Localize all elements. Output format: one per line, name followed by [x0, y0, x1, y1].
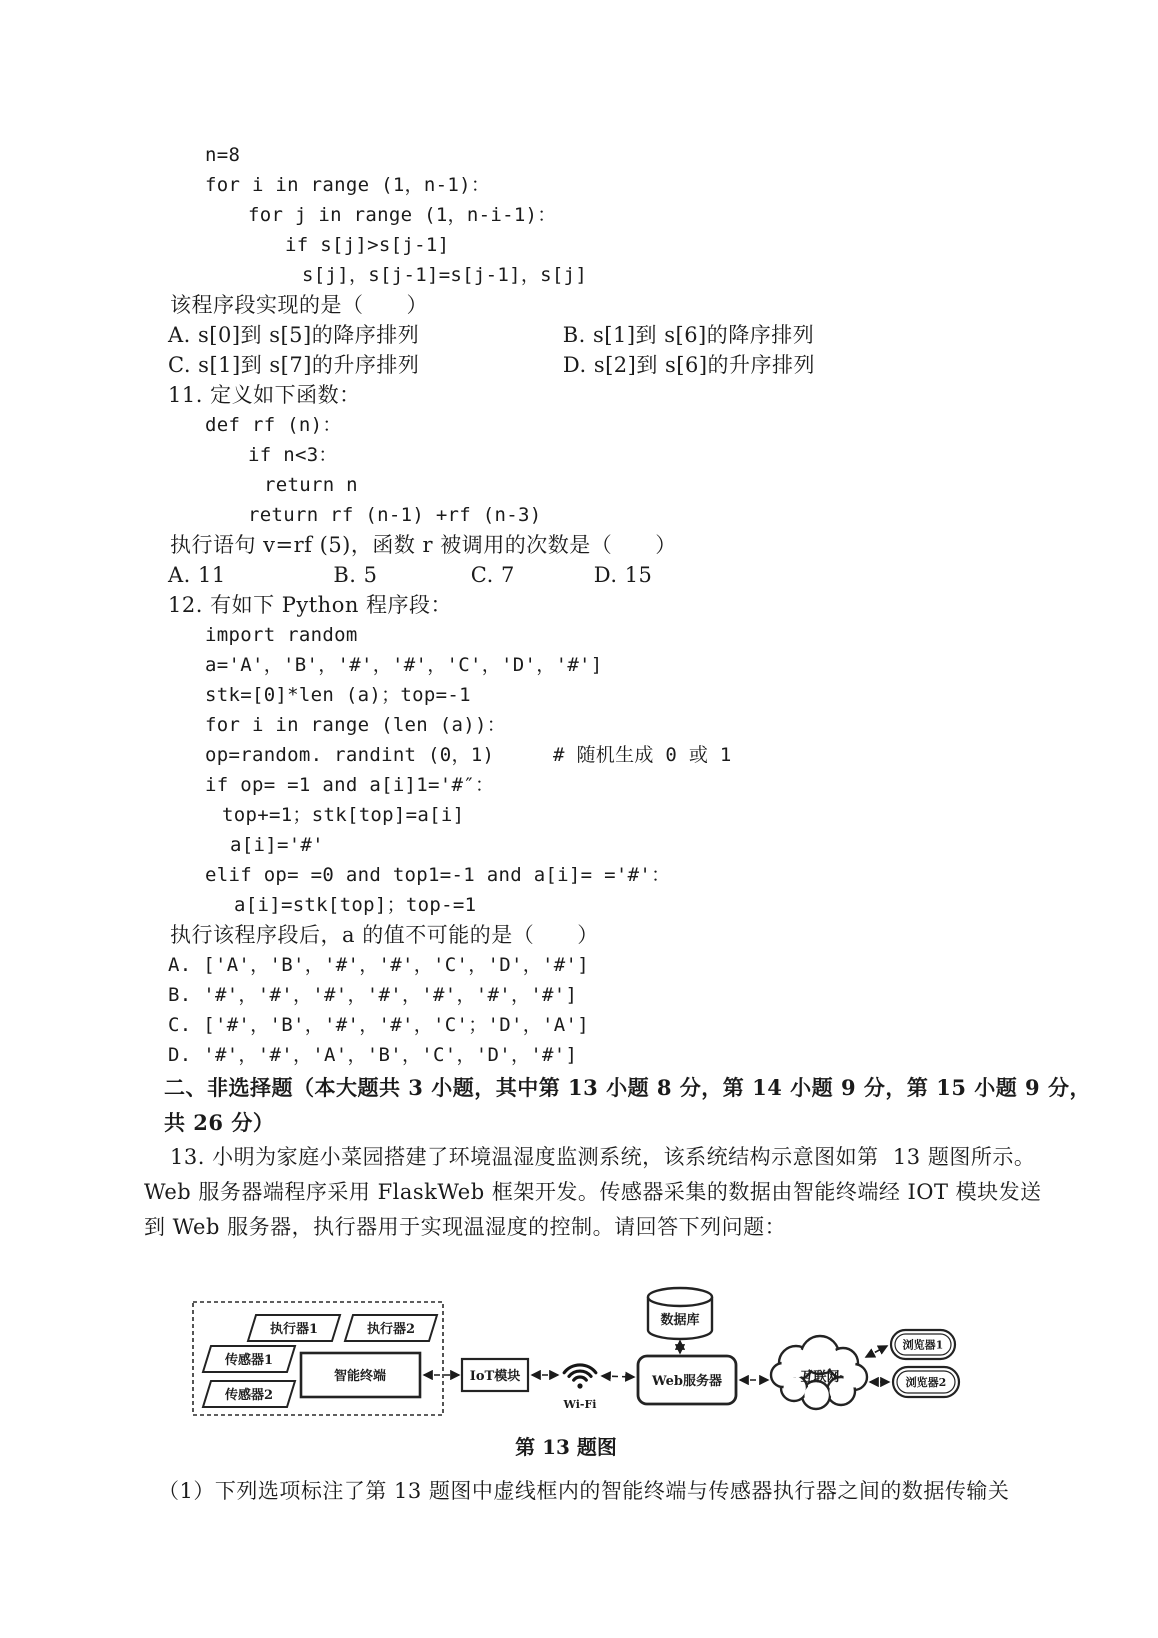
smart-terminal-label: 智能终端 — [333, 1369, 387, 1384]
internet-node — [771, 1336, 867, 1409]
iot-module-label: IoT模块 — [469, 1369, 521, 1384]
system-diagram-svg — [144, 1245, 1158, 1430]
browser1-label: 浏览器1 — [902, 1338, 944, 1352]
text-line: return rf (n-1) +rf (n-3) — [248, 504, 542, 526]
text-line: for j in range (1，n-i-1)： — [248, 204, 557, 226]
text-line: 执行该程序段后，a 的值不可能的是（ ） — [170, 923, 599, 947]
text-line: 11. 定义如下函数： — [168, 383, 361, 407]
text-line: D. '#'，'#'，'A'，'B'，'C'，'D'，'#'] — [168, 1044, 578, 1066]
text-line: if n<3： — [248, 444, 338, 466]
text-line: A. s[0]到 s[5]的降序排列 B. s[1]到 s[6]的降序排列 — [168, 323, 815, 347]
text-line: 二、非选择题（本大题共 3 小题，其中第 13 小题 8 分，第 14 小题 9 分，第 15 小题 9 分， — [164, 1075, 1091, 1100]
actuator1-label: 执行器1 — [269, 1322, 319, 1337]
link-wifi-webserver — [602, 1376, 634, 1377]
web-server-node — [638, 1356, 736, 1404]
text-line: Web 服务器端程序采用 FlaskWeb 框架开发。传感器采集的数据由智能终端经 IOT 模块发送 — [144, 1180, 1042, 1204]
text-line: s[j]，s[j-1]=s[j-1]，s[j] — [302, 264, 588, 286]
text-line: if s[j]>s[j-1] — [285, 234, 450, 256]
database-node — [648, 1288, 712, 1339]
diagram-caption: 第 13 题图 — [515, 1435, 617, 1459]
text-line: a='A'，'B'，'#'，'#'，'C'，'D'，'#'] — [205, 654, 603, 676]
text-line: stk=[0]*len (a)；top=-1 — [205, 684, 471, 706]
text-line: C. s[1]到 s[7]的升序排列 D. s[2]到 s[6]的升序排列 — [168, 353, 816, 377]
text-line: 12. 有如下 Python 程序段： — [168, 593, 453, 617]
sensor1-label: 传感器1 — [224, 1353, 274, 1368]
text-line: def rf (n)： — [205, 414, 342, 436]
text-line: 13. 小明为家庭小菜园搭建了环境温湿度监测系统，该系统结构示意图如第 13 题图所示。 — [170, 1145, 1036, 1169]
text-line: return n — [264, 474, 358, 496]
internet-label: 互联网 — [800, 1370, 840, 1385]
text-line: 共 26 分） — [164, 1110, 275, 1135]
text-line: a[i]=stk[top]；top-=1 — [234, 894, 477, 916]
wifi-label: Wi-Fi — [563, 1398, 597, 1411]
wifi-icon — [564, 1365, 596, 1389]
text-line: C. ['#'，'B'，'#'，'#'，'C'；'D'，'A'] — [168, 1014, 590, 1036]
smart-terminal-node — [301, 1353, 420, 1397]
text-line: n=8 — [205, 144, 241, 166]
web-server-label: Web服务器 — [652, 1374, 722, 1389]
text-line: elif op= =0 and top1=-1 and a[i]= ='#'： — [205, 864, 671, 886]
sensor2-label: 传感器2 — [224, 1388, 274, 1403]
database-label: 数据库 — [660, 1313, 700, 1328]
text-line: （1）下列选项标注了第 13 题图中虚线框内的智能终端与传感器执行器之间的数据传输关 — [158, 1479, 1010, 1503]
text-line: for i in range (len (a))： — [205, 714, 507, 736]
text-line: a[i]='#' — [230, 834, 324, 856]
actuator2-label: 执行器2 — [366, 1322, 416, 1337]
link-internet-browser1 — [866, 1346, 887, 1357]
text-line: B. '#'，'#'，'#'，'#'，'#'，'#'，'#'] — [168, 984, 578, 1006]
text-line: for i in range (1，n-1)： — [205, 174, 491, 196]
text-line: A. 11 B. 5 C. 7 D. 15 — [168, 563, 653, 587]
subquestion-text-block — [0, 1474, 1158, 1509]
text-line: A. ['A'，'B'，'#'，'#'，'C'，'D'，'#'] — [168, 954, 590, 976]
text-line: top+=1；stk[top]=a[i] — [222, 804, 465, 826]
actuator1-node — [248, 1315, 340, 1341]
browser2-node — [893, 1367, 959, 1397]
text-line: 到 Web 服务器，执行器用于实现温湿度的控制。请回答下列问题： — [144, 1215, 787, 1239]
browser2-label: 浏览器2 — [905, 1376, 947, 1389]
browser1-node — [891, 1330, 955, 1359]
sensor2-node — [203, 1381, 295, 1407]
text-line: 执行语句 v=rf (5)，函数 r 被调用的次数是（ ） — [170, 533, 677, 557]
text-line: if op= =1 and a[i]1='#″： — [205, 774, 495, 796]
system-diagram — [144, 1245, 1158, 1430]
iot-module-node — [462, 1359, 528, 1391]
actuator2-node — [345, 1315, 437, 1341]
text-line: op=random. randint (0，1) # 随机生成 0 或 1 — [205, 744, 732, 766]
sensor1-node — [203, 1346, 295, 1372]
text-line: 该程序段实现的是（ ） — [170, 293, 429, 317]
text-line: import random — [205, 624, 358, 646]
